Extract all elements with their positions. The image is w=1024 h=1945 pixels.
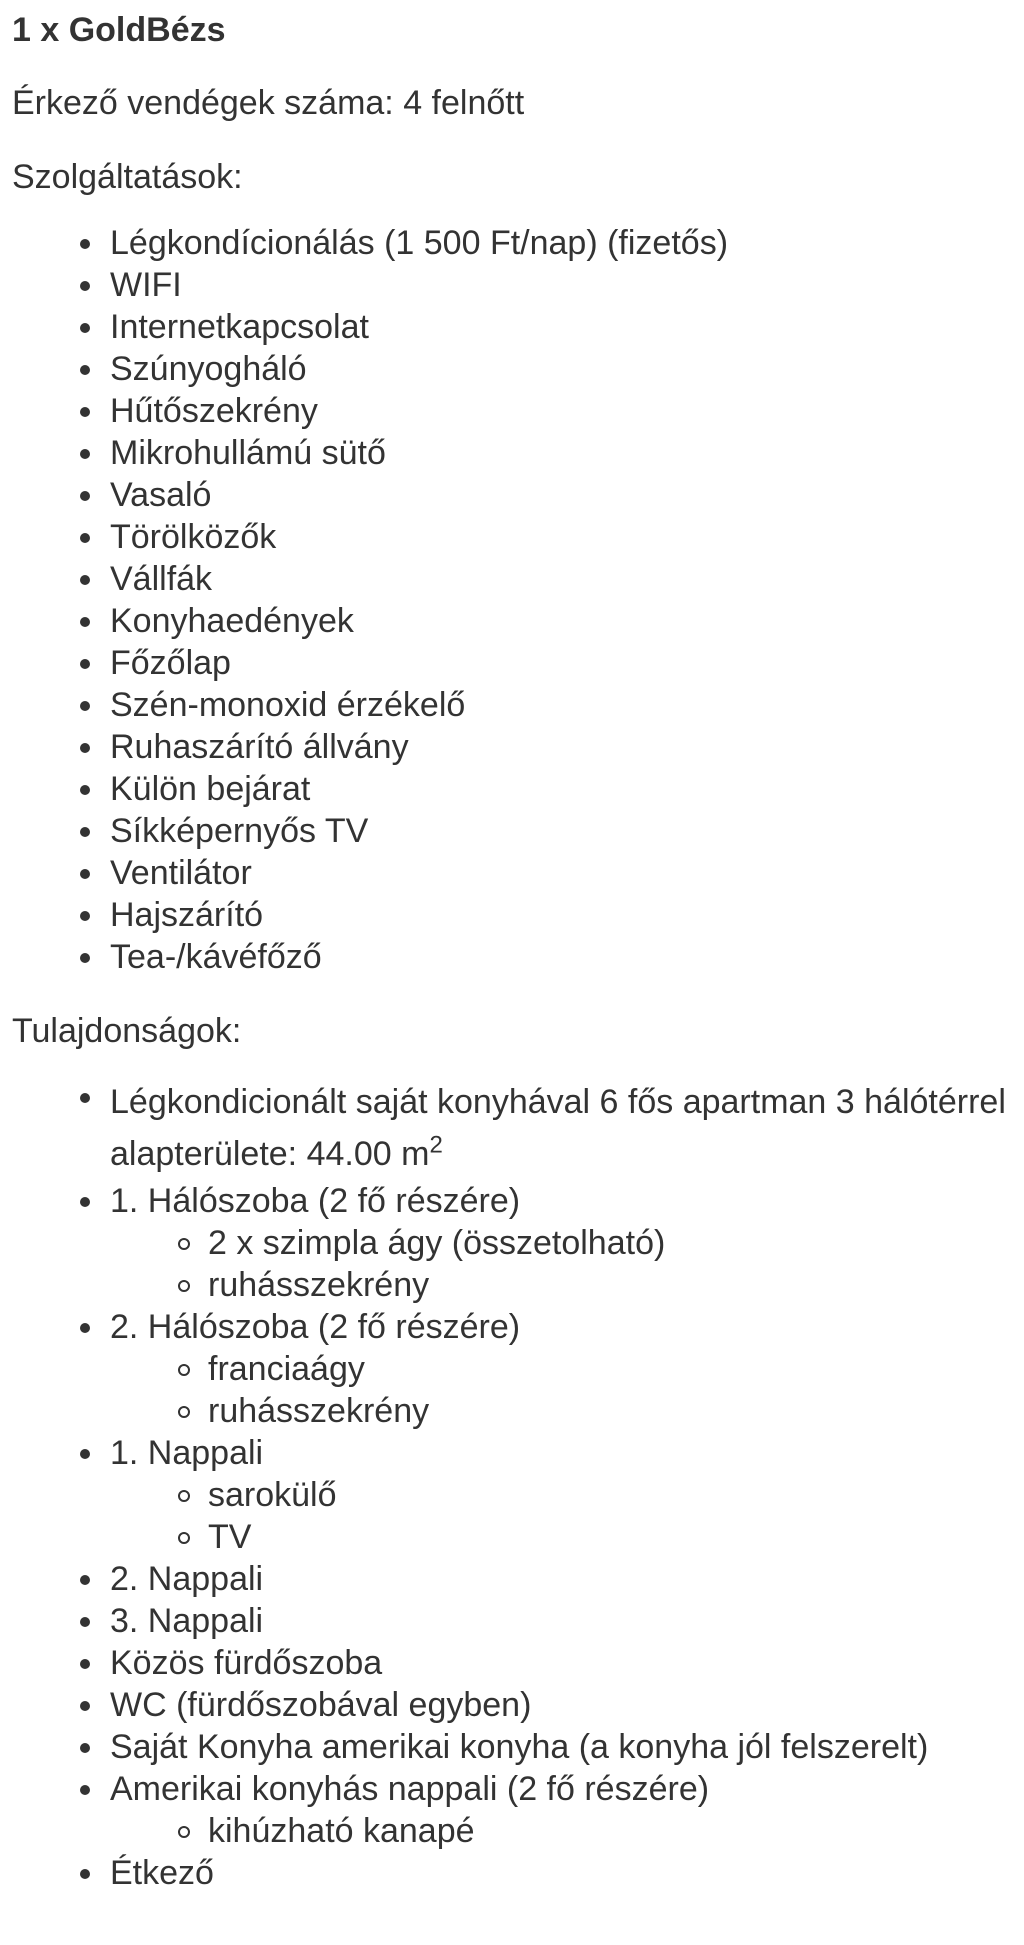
services-list xyxy=(12,222,1012,978)
service-item: Ventilátor xyxy=(110,852,1012,894)
service-item: Hajszárító xyxy=(110,894,1012,936)
property-subitem: TV xyxy=(208,1516,1012,1558)
service-item: Mikrohullámú sütő xyxy=(110,432,1012,474)
room-title: 1 x GoldBézs xyxy=(12,11,226,49)
service-item: Ruhaszárító állvány xyxy=(110,726,1012,768)
property-item-label: 2. Hálószoba (2 fő részére) xyxy=(110,1308,521,1346)
property-subitem: ruhásszekrény xyxy=(208,1390,1012,1432)
service-item: Síkképernyős TV xyxy=(110,810,1012,852)
property-item-label: 1. Hálószoba (2 fő részére) xyxy=(110,1182,521,1220)
property-sublist xyxy=(110,1474,1012,1558)
property-item-label: Étkező xyxy=(110,1854,214,1892)
property-sublist xyxy=(110,1222,1012,1306)
properties-label: Tulajdonságok: xyxy=(12,1012,242,1050)
service-item: Légkondícionálás (1 500 Ft/nap) (fizetős) xyxy=(110,222,1012,264)
property-item-label: 1. Nappali xyxy=(110,1434,264,1472)
property-subitem: kihúzható kanapé xyxy=(208,1810,1012,1852)
property-item xyxy=(110,1684,1012,1726)
property-sublist xyxy=(110,1810,1012,1852)
property-item-label: 3. Nappali xyxy=(110,1602,264,1640)
property-item xyxy=(110,1558,1012,1600)
area-unit-superscript: 2 xyxy=(429,1131,443,1159)
service-item: Hűtőszekrény xyxy=(110,390,1012,432)
property-subitem: sarokülő xyxy=(208,1474,1012,1516)
property-item-label: Saját Konyha amerikai konyha (a konyha jól felszerelt) xyxy=(110,1728,929,1766)
service-item: Külön bejárat xyxy=(110,768,1012,810)
services-label: Szolgáltatások: xyxy=(12,158,243,196)
property-item xyxy=(110,1432,1012,1558)
service-item: Főzőlap xyxy=(110,642,1012,684)
property-item-label: Amerikai konyhás nappali (2 fő részére) xyxy=(110,1770,710,1808)
property-summary-text: Légkondicionált saját konyhával 6 fős apartman 3 hálótérrel alapterülete: 44.00 m xyxy=(110,1083,1006,1173)
property-summary-item xyxy=(110,1076,1012,1180)
property-subitem: franciaágy xyxy=(208,1348,1012,1390)
service-item: Konyhaedények xyxy=(110,600,1012,642)
property-subitem: ruhásszekrény xyxy=(208,1264,1012,1306)
guest-count-text: Érkező vendégek száma: 4 felnőtt xyxy=(12,84,525,122)
service-item: Vasaló xyxy=(110,474,1012,516)
property-item xyxy=(110,1852,1012,1894)
service-item: Törölközők xyxy=(110,516,1012,558)
property-item xyxy=(110,1600,1012,1642)
service-item: Internetkapcsolat xyxy=(110,306,1012,348)
service-item: WIFI xyxy=(110,264,1012,306)
property-item xyxy=(110,1306,1012,1432)
property-item xyxy=(110,1180,1012,1306)
service-item: Tea-/kávéfőző xyxy=(110,936,1012,978)
service-item: Szúnyogháló xyxy=(110,348,1012,390)
property-sublist xyxy=(110,1348,1012,1432)
property-item xyxy=(110,1768,1012,1852)
property-item-label: WC (fürdőszobával egyben) xyxy=(110,1686,532,1724)
service-item: Szén-monoxid érzékelő xyxy=(110,684,1012,726)
property-item xyxy=(110,1642,1012,1684)
service-item: Vállfák xyxy=(110,558,1012,600)
properties-list xyxy=(12,1076,1012,1894)
property-item-label: 2. Nappali xyxy=(110,1560,264,1598)
property-item-label: Közös fürdőszoba xyxy=(110,1644,383,1682)
property-item xyxy=(110,1726,1012,1768)
property-subitem: 2 x szimpla ágy (összetolható) xyxy=(208,1222,1012,1264)
